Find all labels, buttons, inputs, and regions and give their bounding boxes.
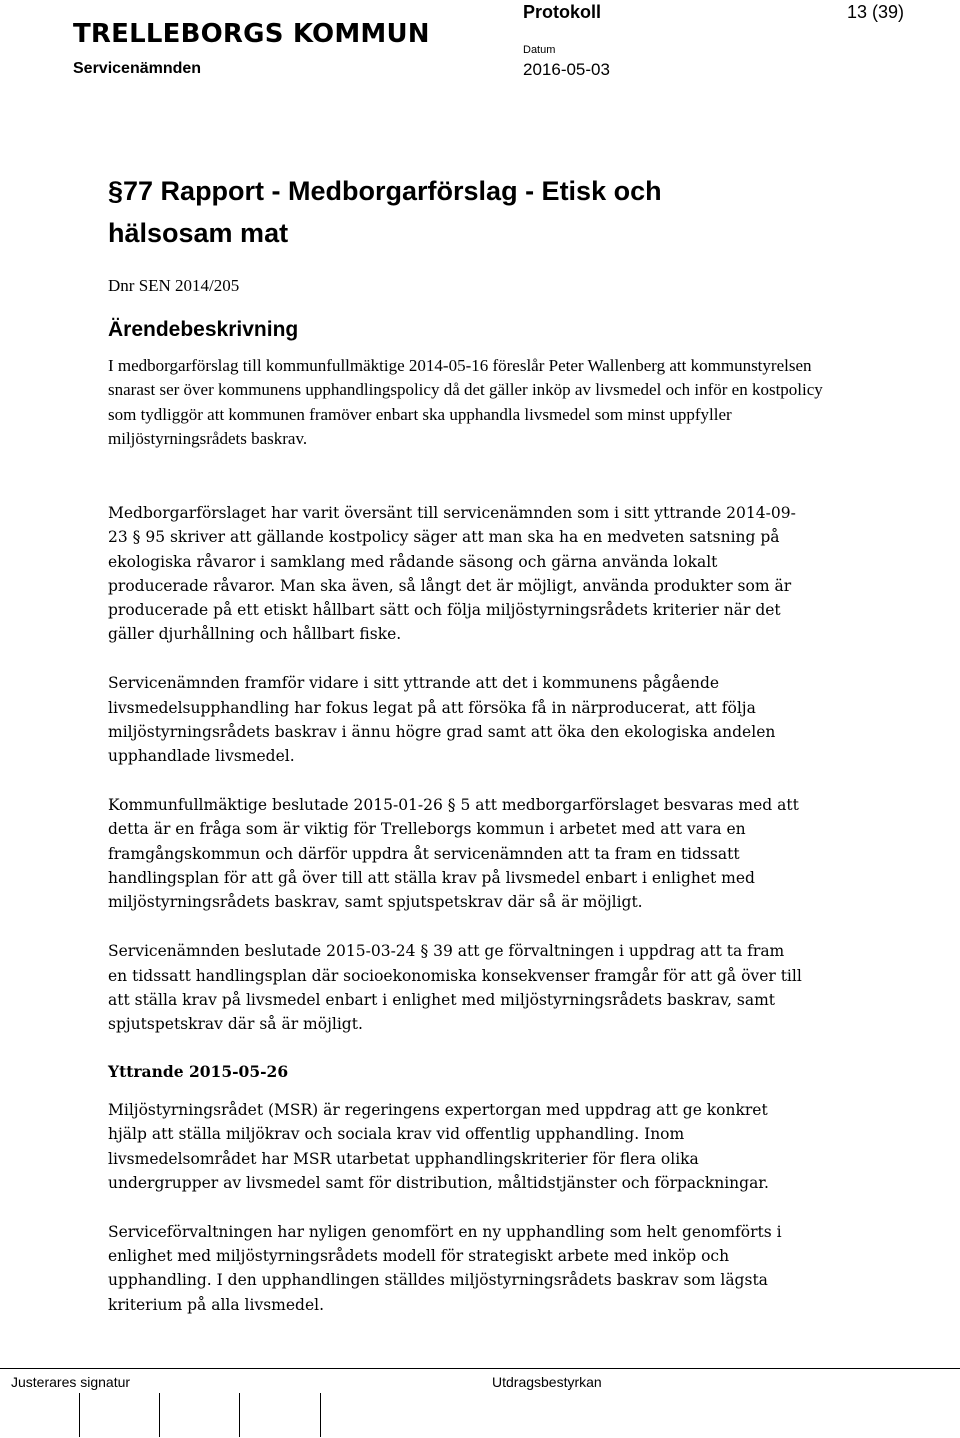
extract-label: Utdragsbestyrkan (492, 1374, 602, 1390)
paragraph: Serviceförvaltningen har nyligen genomfört en ny upphandling som helt genomförts i enlighet med miljöstyrningsrådets modell för strategiskt arbete med inköp och upphandling. I den upphandlingen ställdes miljöstyrningsrådets baskrav som lägsta kriterium på alla livsmedel. (108, 1222, 782, 1314)
signature-label: Justerares signatur (11, 1374, 131, 1390)
paragraph: Medborgarförslaget har varit översänt till servicenämnden som i sitt yttrande 2014-09-23 § 95 skriver att gällande kostpolicy säger att man ska ha en medveten satsning på ekologiska råvaror i samklang med rådande säsong och gärna använda lokalt producerade råvaror. Man ska även, så långt det är möjligt, använda produkter som är producerade på ett etiskt hållbart sätt och följa miljöstyrningsrådets kriterier när det gäller djurhållning och hållbart fiske. (108, 504, 796, 644)
section-title: §77 Rapport - Medborgarförslag - Etisk och hälsosam mat (108, 176, 662, 248)
paragraph: Miljöstyrningsrådet (MSR) är regeringens expertorgan med uppdrag att ge konkret hjälp att ställa miljökrav och sociala krav vid offentlig upphandling. Inom livsmedelsområdet har MSR utarbetat upphandlingskriterier för flera olika undergrupper av livsmedel samt för distribution, måltidstjänster och förpackningar. (108, 1101, 769, 1192)
section-heading: Ärendebeskrivning (108, 318, 299, 341)
paragraph: Servicenämnden framför vidare i sitt yttrande att det i kommunens pågående livsmedelsupphandling har fokus legat på att försöka få in närproducerat, att följa miljöstyrningsrådets baskrav i ännu högre grad samt att öka den ekologiska andelen upphandlade livsmedel. (108, 674, 776, 766)
signature-box-divider (79, 1393, 80, 1437)
signature-box-divider (159, 1393, 160, 1437)
date-label: Datum (523, 44, 556, 56)
paragraph: Kommunfullmäktige beslutade 2015-01-26 § 5 att medborgarförslaget besvaras med att detta är en fråga som är viktig för Trelleborgs kommun i arbetet med att vara en framgångskommun och därför uppdra åt servicenämnden att ta fram en tidssatt handlingsplan för att gå över till att ställa krav på livsmedel enbart i enlighet med miljöstyrningsrådets baskrav, samt spjutspetskrav där så är möjligt. (108, 796, 799, 912)
footer-divider (0, 1368, 960, 1369)
organization-name: TRELLEBORGS KOMMUN (73, 19, 430, 49)
signature-box-divider (320, 1393, 321, 1437)
paragraph-intro: I medborgarförslag till kommunfullmäktige 2014-05-16 föreslår Peter Wallenberg att kommunstyrelsen snarast ser över kommunens upphandlingspolicy då det gäller inköp av livsmedel och inför en kostpolicy som tydliggör att kommunen framöver enbart ska upphandla livsmedel som minst uppfyller miljöstyrningsrådets baskrav. (108, 356, 823, 449)
subheading: Yttrande 2015-05-26 (108, 1062, 289, 1082)
department-name: Servicenämnden (73, 60, 202, 77)
paragraph: Servicenämnden beslutade 2015-03-24 § 39 att ge förvaltningen i uppdrag att ta fram en tidssatt handlingsplan där socioekonomiska konsekvenser framgår för att gå över till att ställa krav på livsmedel enbart i enlighet med miljöstyrningsrådets baskrav, samt spjutspetskrav där så är möjligt. (108, 942, 802, 1034)
document-type: Protokoll (523, 2, 602, 22)
case-number: Dnr SEN 2014/205 (108, 276, 240, 295)
document-date: 2016-05-03 (523, 60, 610, 79)
document-body (108, 501, 808, 1342)
page-number: 13 (39) (847, 2, 905, 22)
signature-box-divider (239, 1393, 240, 1437)
